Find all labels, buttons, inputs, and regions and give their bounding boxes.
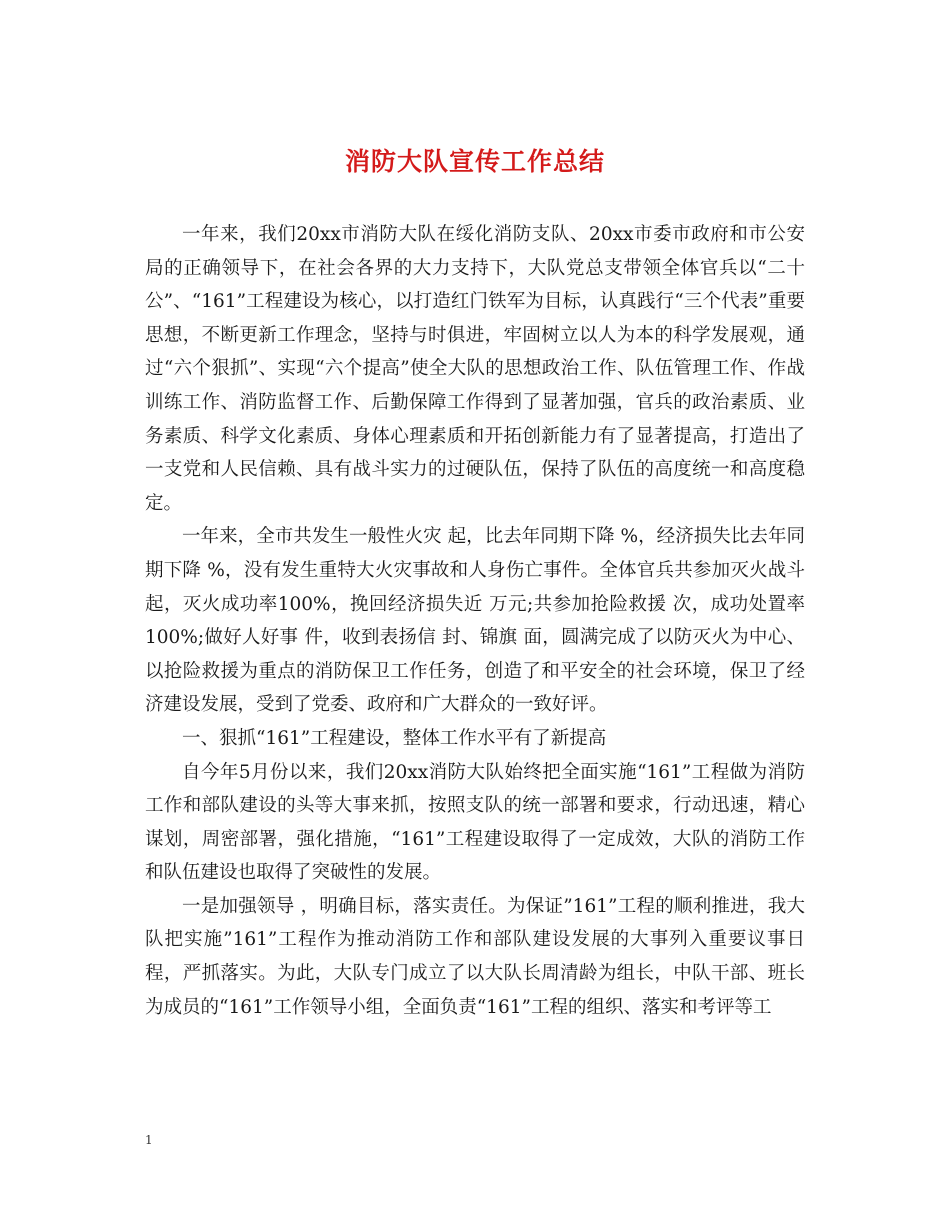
document-body [145, 218, 805, 1024]
page-number: 1 [145, 1133, 153, 1147]
document-title: 消防大队宣传工作总结 [344, 147, 605, 176]
paragraph-statistics: 一年来，全市共发生一般性火灾 起，比去年同期下降 %，经济损失比去年同期下降 %，没有发生重特大火灾事故和人身伤亡事件。全体官兵共参加灭火战斗 起，灭火成功率100%，挽回经济损失近 万元;共参加抢险救援 次，成功处置率100%;做好人好事 件，收到表扬信 封、锦旗 面，圆满完成了以防灭火为中心、以抢险救援为重点的消防保卫工作任务，创造了和平安全的社会环境，保卫了经济建设发展，受到了党委、政府和广大群众的一致好评。 [145, 526, 805, 716]
paragraph-161-project: 自今年5月份以来，我们20xx消防大队始终把全面实施“161”工程做为消防工作和部队建设的头等大事来抓，按照支队的统一部署和要求，行动迅速，精心谋划，周密部署，强化措施，“161”工程建设取得了一定成效，大队的消防工作和队伍建设也取得了突破性的发展。 [145, 761, 805, 884]
paragraph-leadership: 一是加强领导 ，明确目标，落实责任。为保证”161”工程的顺利推进，我大队把实施”161”工程作为推动消防工作和部队建设发展的大事列入重要议事日程，严抓落实。为此，大队专门成立了以大队长周清龄为组长，中队干部、班长为成员的“161”工作领导小组，全面负责“161”工程的组织、落实和考评等工 [145, 895, 805, 1018]
paragraph-intro: 一年来，我们20xx市消防大队在绥化消防支队、20xx市委市政府和市公安局的正确领导下，在社会各界的大力支持下，大队党总支带领全体官兵以“二十公”、“161”工程建设为核心，以打造红门铁军为目标，认真践行“三个代表”重要思想，不断更新工作理念，坚持与时俱进，牢固树立以人为本的科学发展观，通过“六个狠抓”、实现“六个提高”使全大队的思想政治工作、队伍管理工作、作战训练工作、消防监督工作、后勤保障工作得到了显著加强，官兵的政治素质、业务素质、科学文化素质、身体心理素质和开拓创新能力有了显著提高，打造出了一支党和人民信赖、具有战斗实力的过硬队伍，保持了队伍的高度统一和高度稳定。 [145, 224, 805, 514]
section-heading-1: 一、狠抓“161”工程建设，整体工作水平有了新提高 [182, 727, 607, 749]
